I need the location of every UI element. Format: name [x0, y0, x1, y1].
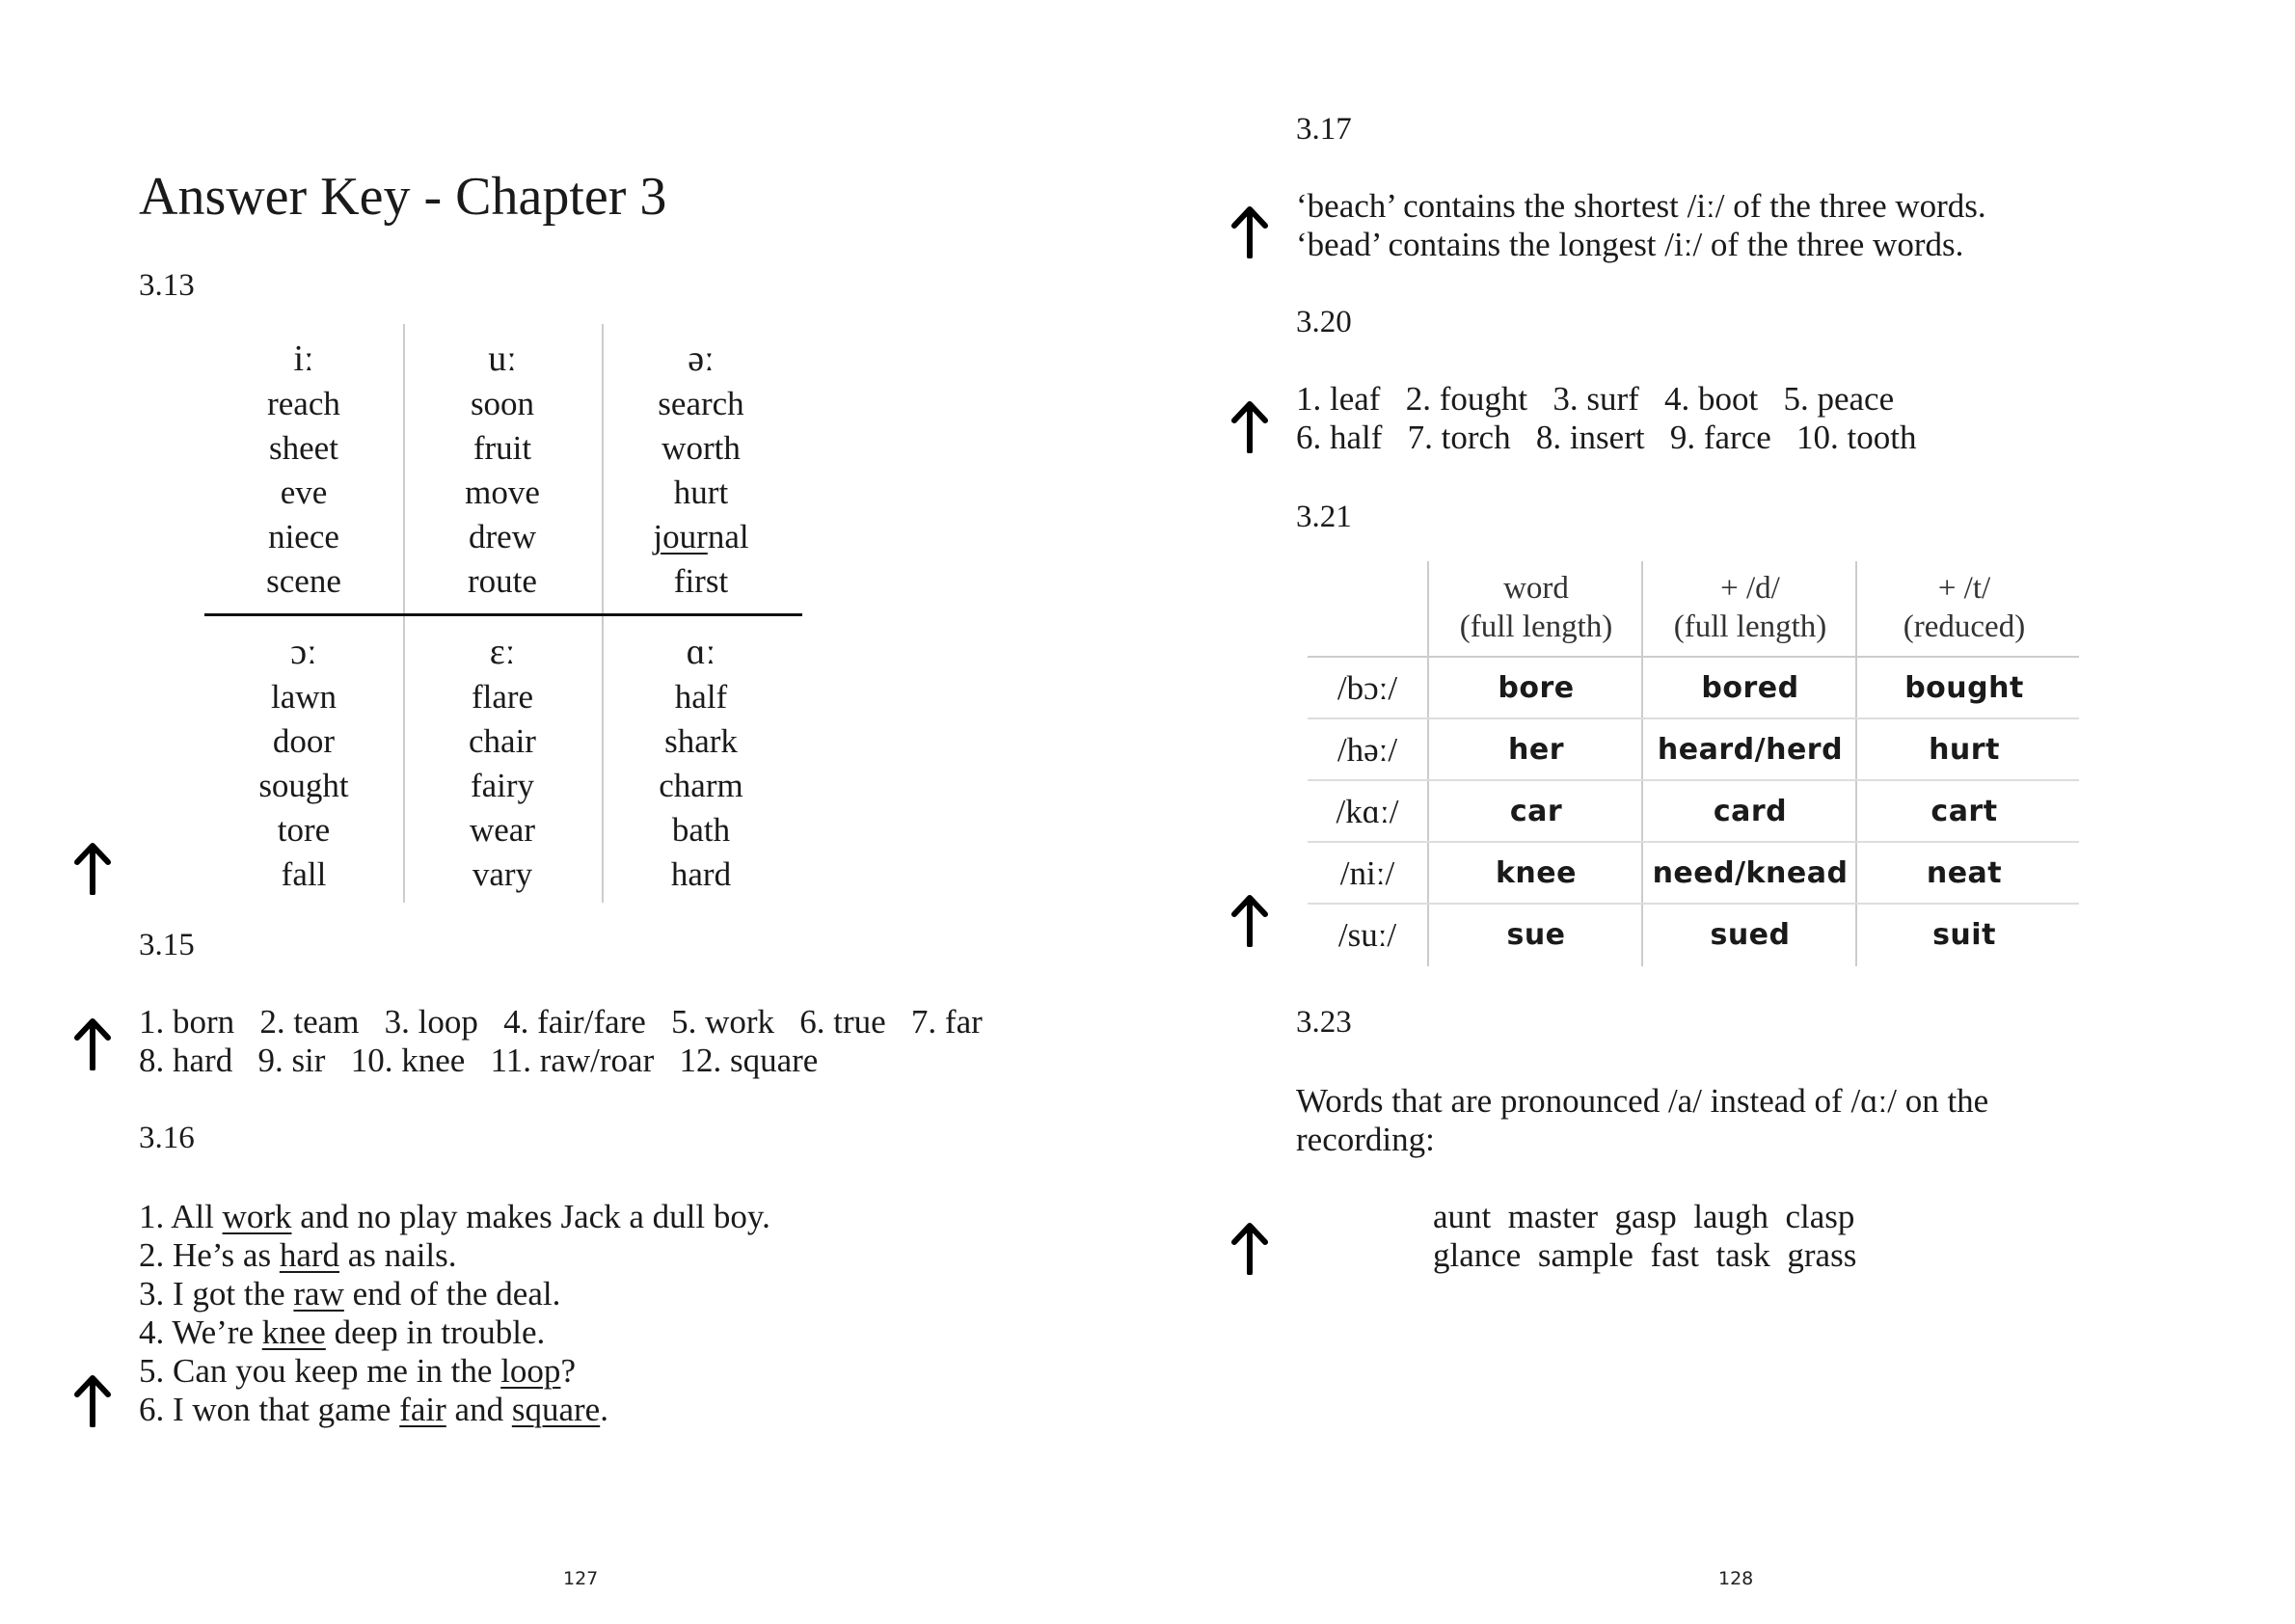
table-cell: worth	[662, 429, 741, 467]
table-cell: hurt	[673, 474, 729, 511]
journal-rest: nal	[707, 518, 749, 555]
sentence-text: ?	[560, 1352, 576, 1390]
table-cell: fruit	[472, 429, 532, 467]
handwritten-answer: knee	[1495, 856, 1577, 890]
section-3-16-label: 3.16	[139, 1121, 195, 1155]
sentence-text: 3. I got the	[139, 1275, 294, 1313]
column-header: ɑː	[686, 632, 716, 672]
row-label: /suː/	[1337, 916, 1397, 954]
handwritten-answer: heard/herd	[1657, 733, 1844, 767]
sentence-text: .	[600, 1391, 608, 1428]
answer-line: Words that are pronounced /a/ instead of /ɑː/ on the	[1296, 1082, 1989, 1120]
handwritten-answer: bought	[1904, 671, 2024, 705]
header-line: word	[1503, 571, 1569, 606]
column-header	[1429, 569, 1643, 646]
audio-arrow-icon[interactable]	[73, 1016, 112, 1070]
answer-line: recording:	[1296, 1121, 1435, 1158]
table-cell: chair	[469, 722, 536, 760]
column-header: ɔː	[290, 632, 317, 672]
section-3-13-label: 3.13	[139, 268, 195, 303]
handwritten-answer: hurt	[1929, 733, 2000, 767]
table-cell: sheet	[269, 429, 338, 467]
handwritten-answer: card	[1713, 795, 1788, 828]
table-cell: eve	[280, 474, 328, 511]
column-header	[1857, 569, 2071, 646]
sentence-text: 4. We’re	[139, 1313, 262, 1351]
audio-arrow-icon[interactable]	[1230, 1221, 1269, 1275]
sentence-text: end of the deal.	[343, 1275, 561, 1313]
handwritten-answer: bored	[1701, 671, 1799, 705]
answer-line: aunt master gasp laugh clasp	[1433, 1198, 1855, 1235]
answer-line: ‘beach’ contains the shortest /iː/ of the three words.	[1296, 187, 1986, 225]
underlined-word: hard	[279, 1236, 340, 1274]
table-cell: drew	[469, 518, 536, 555]
table-cell: soon	[470, 385, 535, 422]
table-cell: door	[272, 722, 336, 760]
handwritten-answer: neat	[1926, 856, 2003, 890]
underlined-word: raw	[293, 1275, 344, 1313]
sentence	[139, 1313, 770, 1352]
handwritten-answer: cart	[1930, 795, 1998, 828]
header-line: (full length)	[1673, 609, 1827, 644]
audio-arrow-icon[interactable]	[73, 841, 112, 895]
vowel-column-u	[403, 332, 602, 604]
answer-line: glance sample fast task grass	[1433, 1236, 1857, 1274]
answer-line: ‘bead’ contains the longest /iː/ of the three words.	[1296, 226, 1964, 263]
row-label: /həː/	[1336, 731, 1398, 769]
table-cell: move	[465, 474, 540, 511]
sentence	[139, 1236, 770, 1275]
handwritten-answer: sued	[1710, 918, 1791, 952]
audio-arrow-icon[interactable]	[73, 1373, 112, 1427]
pronunciation-table	[1308, 561, 2079, 966]
table-cell: hard	[670, 855, 732, 893]
header-line: + /t/	[1937, 571, 1991, 606]
page-title: Answer Key - Chapter 3	[139, 167, 667, 227]
audio-arrow-icon[interactable]	[1230, 893, 1269, 947]
sentence-text: and no play makes Jack a dull boy.	[291, 1198, 770, 1235]
column-header: iː	[293, 338, 314, 379]
row-label: /niː/	[1339, 854, 1395, 892]
table-cell: vary	[472, 855, 533, 893]
table-cell: bath	[671, 811, 731, 849]
sentence	[139, 1391, 770, 1429]
page-number-left: 127	[563, 1568, 599, 1589]
underlined-word: knee	[261, 1313, 326, 1351]
sentence-list	[139, 1198, 770, 1429]
section-3-23-label: 3.23	[1296, 1005, 1352, 1040]
vowel-column-i	[204, 332, 403, 604]
vowel-column-open-o	[204, 625, 403, 897]
sentence-text: 6. I won that game	[139, 1391, 400, 1428]
vowel-table	[204, 324, 802, 903]
table-cell: niece	[268, 518, 339, 555]
sentence	[139, 1275, 770, 1313]
table-cell: charm	[659, 767, 743, 804]
table-cell: reach	[267, 385, 340, 422]
sentence-text: as nails.	[339, 1236, 457, 1274]
header-line: + /d/	[1720, 571, 1780, 606]
table-cell: scene	[266, 562, 341, 600]
sentence-text: deep in trouble.	[325, 1313, 546, 1351]
column-header: əː	[688, 338, 715, 379]
table-separator	[204, 613, 802, 616]
header-line: (reduced)	[1903, 609, 2026, 644]
audio-arrow-icon[interactable]	[1230, 399, 1269, 453]
underlined-word: loop	[500, 1352, 561, 1390]
sentence	[139, 1352, 770, 1391]
answer-line: 6. half 7. torch 8. insert 9. farce 10. tooth	[1296, 419, 1917, 456]
handwritten-answer: car	[1509, 795, 1563, 828]
column-header: uː	[488, 338, 517, 379]
answer-line: 1. born 2. team 3. loop 4. fair/fare 5. work 6. true 7. far	[139, 1003, 983, 1041]
handwritten-answer: suit	[1932, 918, 1996, 952]
answer-line: 8. hard 9. sir 10. knee 11. raw/roar 12. square	[139, 1042, 819, 1079]
sentence-text: 5. Can you keep me in the	[139, 1352, 501, 1390]
answer-line: 1. leaf 2. fought 3. surf 4. boot 5. peace	[1296, 380, 1895, 418]
column-header	[1643, 569, 1857, 646]
table-cell: sought	[258, 767, 349, 804]
underlined-word: square	[511, 1391, 601, 1428]
table-cell: flare	[471, 678, 534, 716]
page-number-right: 128	[1718, 1568, 1754, 1589]
journal-underlined: jour	[653, 518, 708, 555]
row-label: /kɑː/	[1336, 793, 1399, 830]
section-3-17-label: 3.17	[1296, 112, 1352, 147]
table-cell: tore	[277, 811, 331, 849]
section-3-21-label: 3.21	[1296, 500, 1352, 534]
handwritten-answer: her	[1508, 733, 1564, 767]
table-cell: fairy	[470, 767, 535, 804]
handwritten-answer: bore	[1498, 671, 1575, 705]
table-cell: wear	[469, 811, 535, 849]
handwritten-answer: need/knead	[1652, 856, 1849, 890]
table-cell: half	[674, 678, 728, 716]
sentence-text: and	[446, 1391, 512, 1428]
table-cell: route	[468, 562, 537, 600]
sentence-text: 1. All	[139, 1198, 223, 1235]
table-cell: first	[673, 562, 729, 600]
row-label: /bɔː/	[1336, 669, 1398, 707]
sentence-text: 2. He’s as	[139, 1236, 280, 1274]
vowel-column-open-e	[403, 625, 602, 897]
section-3-15-label: 3.15	[139, 928, 195, 962]
column-header: ɛː	[489, 632, 516, 672]
table-cell: search	[658, 385, 744, 422]
vowel-column-open-a	[602, 625, 800, 897]
audio-arrow-icon[interactable]	[1230, 204, 1269, 258]
vowel-column-schwa	[602, 332, 800, 604]
underlined-word: fair	[399, 1391, 446, 1428]
table-cell-journal	[602, 515, 800, 559]
header-line: (full length)	[1459, 609, 1613, 644]
underlined-word: work	[222, 1198, 292, 1235]
sentence	[139, 1198, 770, 1236]
table-cell: fall	[281, 855, 327, 893]
handwritten-answer: sue	[1506, 918, 1566, 952]
section-3-20-label: 3.20	[1296, 305, 1352, 339]
table-cell: shark	[664, 722, 738, 760]
table-cell: lawn	[270, 678, 338, 716]
